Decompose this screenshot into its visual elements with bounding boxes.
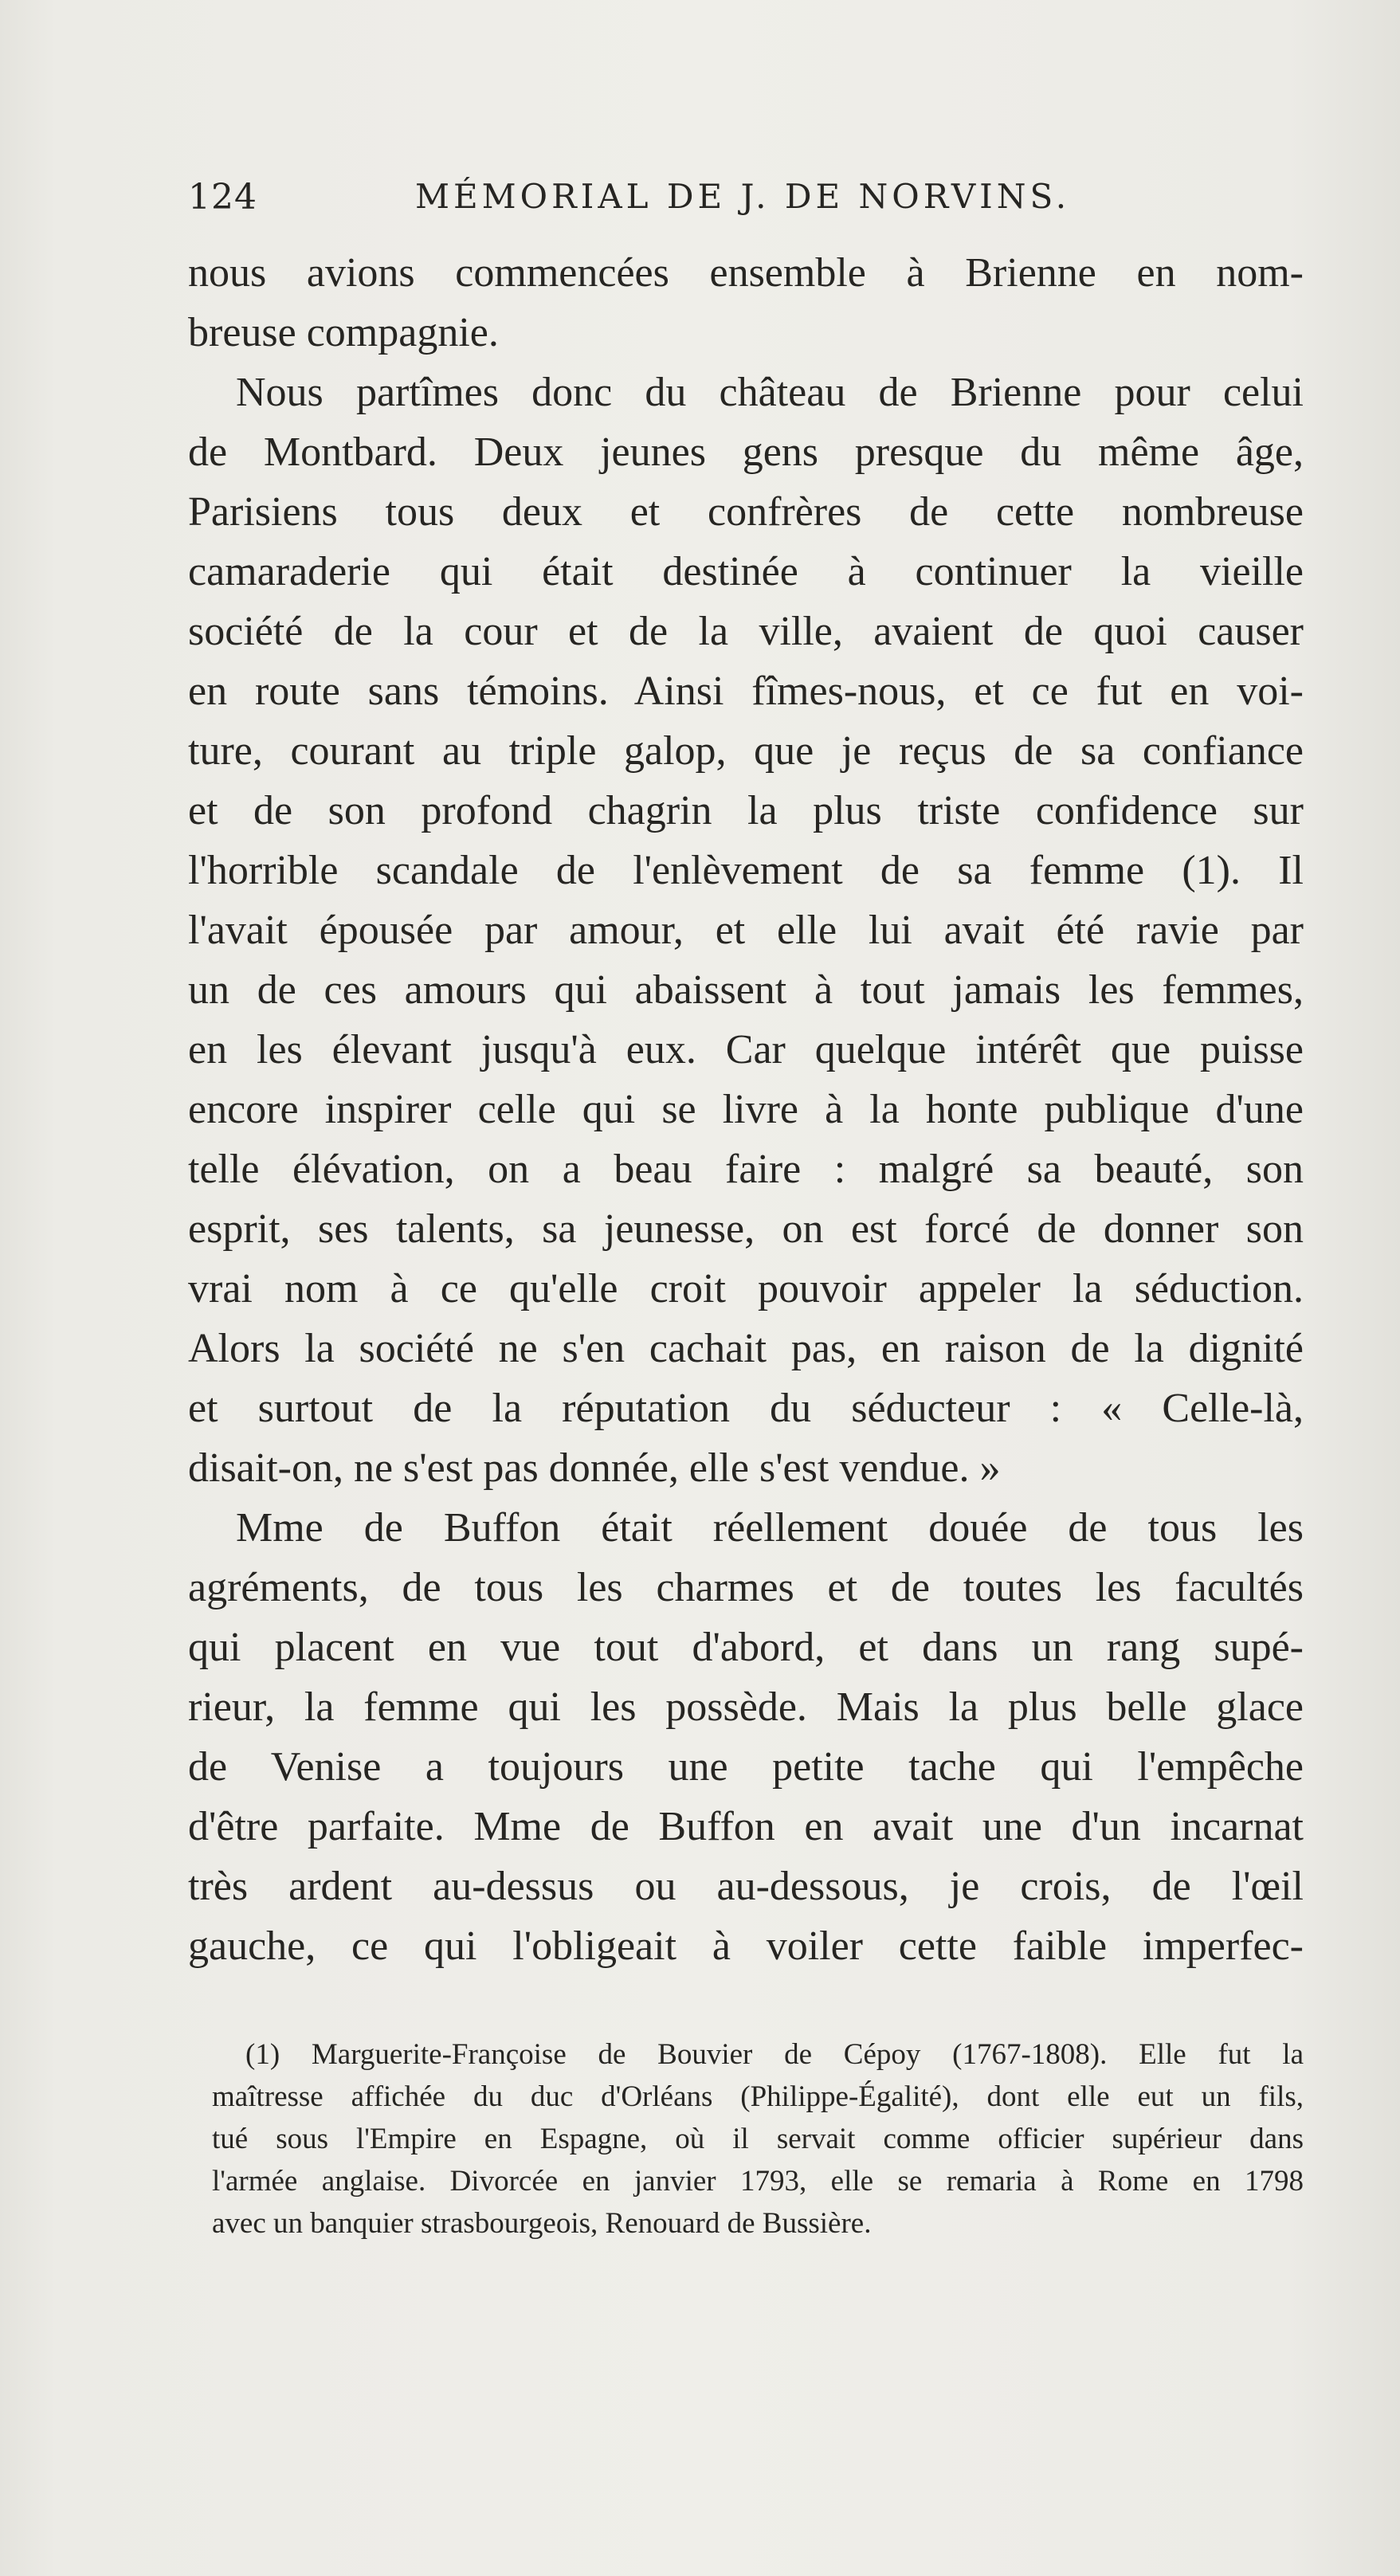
- text-line: qui placent en vue tout d'abord, et dans un rang supé-: [188, 1625, 1304, 1670]
- text-line: vrai nom à ce qu'elle croit pouvoir appeler la séduction.: [188, 1266, 1304, 1312]
- text-line: très ardent au-dessus ou au-dessous, je crois, de l'œil: [188, 1864, 1304, 1909]
- text-line: société de la cour et de la ville, avaient de quoi causer: [188, 609, 1304, 654]
- text-line: Mme de Buffon était réellement douée de tous les: [236, 1505, 1304, 1551]
- text-line: breuse compagnie.: [188, 310, 499, 355]
- text-line: agréments, de tous les charmes et de toutes les facultés: [188, 1565, 1304, 1610]
- text-line: esprit, ses talents, sa jeunesse, on est forcé de donner son: [188, 1206, 1304, 1252]
- text-line: l'avait épousée par amour, et elle lui avait été ravie par: [188, 908, 1304, 953]
- text-line: disait-on, ne s'est pas donnée, elle s'est vendue. »: [188, 1445, 1001, 1491]
- footnote-line: l'armée anglaise. Divorcée en janvier 1793, elle se remaria à Rome en 1798: [212, 2165, 1304, 2198]
- footnote-line: tué sous l'Empire en Espagne, où il servait comme officier supérieur dans: [212, 2123, 1304, 2155]
- text-line: de Venise a toujours une petite tache qui l'empêche: [188, 1744, 1304, 1790]
- text-line: gauche, ce qui l'obligeait à voiler cette faible imperfec-: [188, 1923, 1304, 1969]
- text-line: encore inspirer celle qui se livre à la honte publique d'une: [188, 1087, 1304, 1132]
- page-number: 124: [188, 177, 257, 218]
- footnote-line: (1) Marguerite-Françoise de Bouvier de Cépoy (1767-1808). Elle fut la: [245, 2038, 1304, 2071]
- text-line: ture, courant au triple galop, que je reçus de sa confiance: [188, 728, 1304, 774]
- text-line: Nous partîmes donc du château de Brienne pour celui: [236, 370, 1304, 415]
- footnote-line: avec un banquier strasbourgeois, Renouard de Bussière.: [212, 2207, 872, 2240]
- main-text: [188, 243, 1304, 1976]
- text-line: de Montbard. Deux jeunes gens presque du même âge,: [188, 429, 1304, 475]
- text-line: en route sans témoins. Ainsi fîmes-nous, et ce fut en voi-: [188, 669, 1304, 714]
- text-line: telle élévation, on a beau faire : malgré sa beauté, son: [188, 1147, 1304, 1192]
- text-line: et surtout de la réputation du séducteur : « Celle-là,: [188, 1386, 1304, 1431]
- text-line: rieur, la femme qui les possède. Mais la plus belle glace: [188, 1684, 1304, 1730]
- text-line: un de ces amours qui abaissent à tout jamais les femmes,: [188, 967, 1304, 1013]
- text-line: l'horrible scandale de l'enlèvement de sa femme (1). Il: [188, 848, 1304, 893]
- text-line: camaraderie qui était destinée à continuer la vieille: [188, 549, 1304, 594]
- text-line: d'être parfaite. Mme de Buffon en avait une d'un incarnat: [188, 1804, 1304, 1849]
- text-line: nous avions commencées ensemble à Brienne en nom-: [188, 250, 1304, 296]
- text-line: en les élevant jusqu'à eux. Car quelque intérêt que puisse: [188, 1027, 1304, 1072]
- footnote-line: maîtresse affichée du duc d'Orléans (Philippe-Égalité), dont elle eut un fils,: [212, 2080, 1304, 2113]
- text-line: Alors la société ne s'en cachait pas, en raison de la dignité: [188, 1326, 1304, 1371]
- page-header: [188, 177, 1304, 225]
- text-line: et de son profond chagrin la plus triste confidence sur: [188, 788, 1304, 833]
- text-line: Parisiens tous deux et confrères de cette nombreuse: [188, 489, 1304, 535]
- footnote: [212, 2033, 1304, 2245]
- running-title: MÉMORIAL DE J. DE NORVINS.: [415, 177, 1071, 216]
